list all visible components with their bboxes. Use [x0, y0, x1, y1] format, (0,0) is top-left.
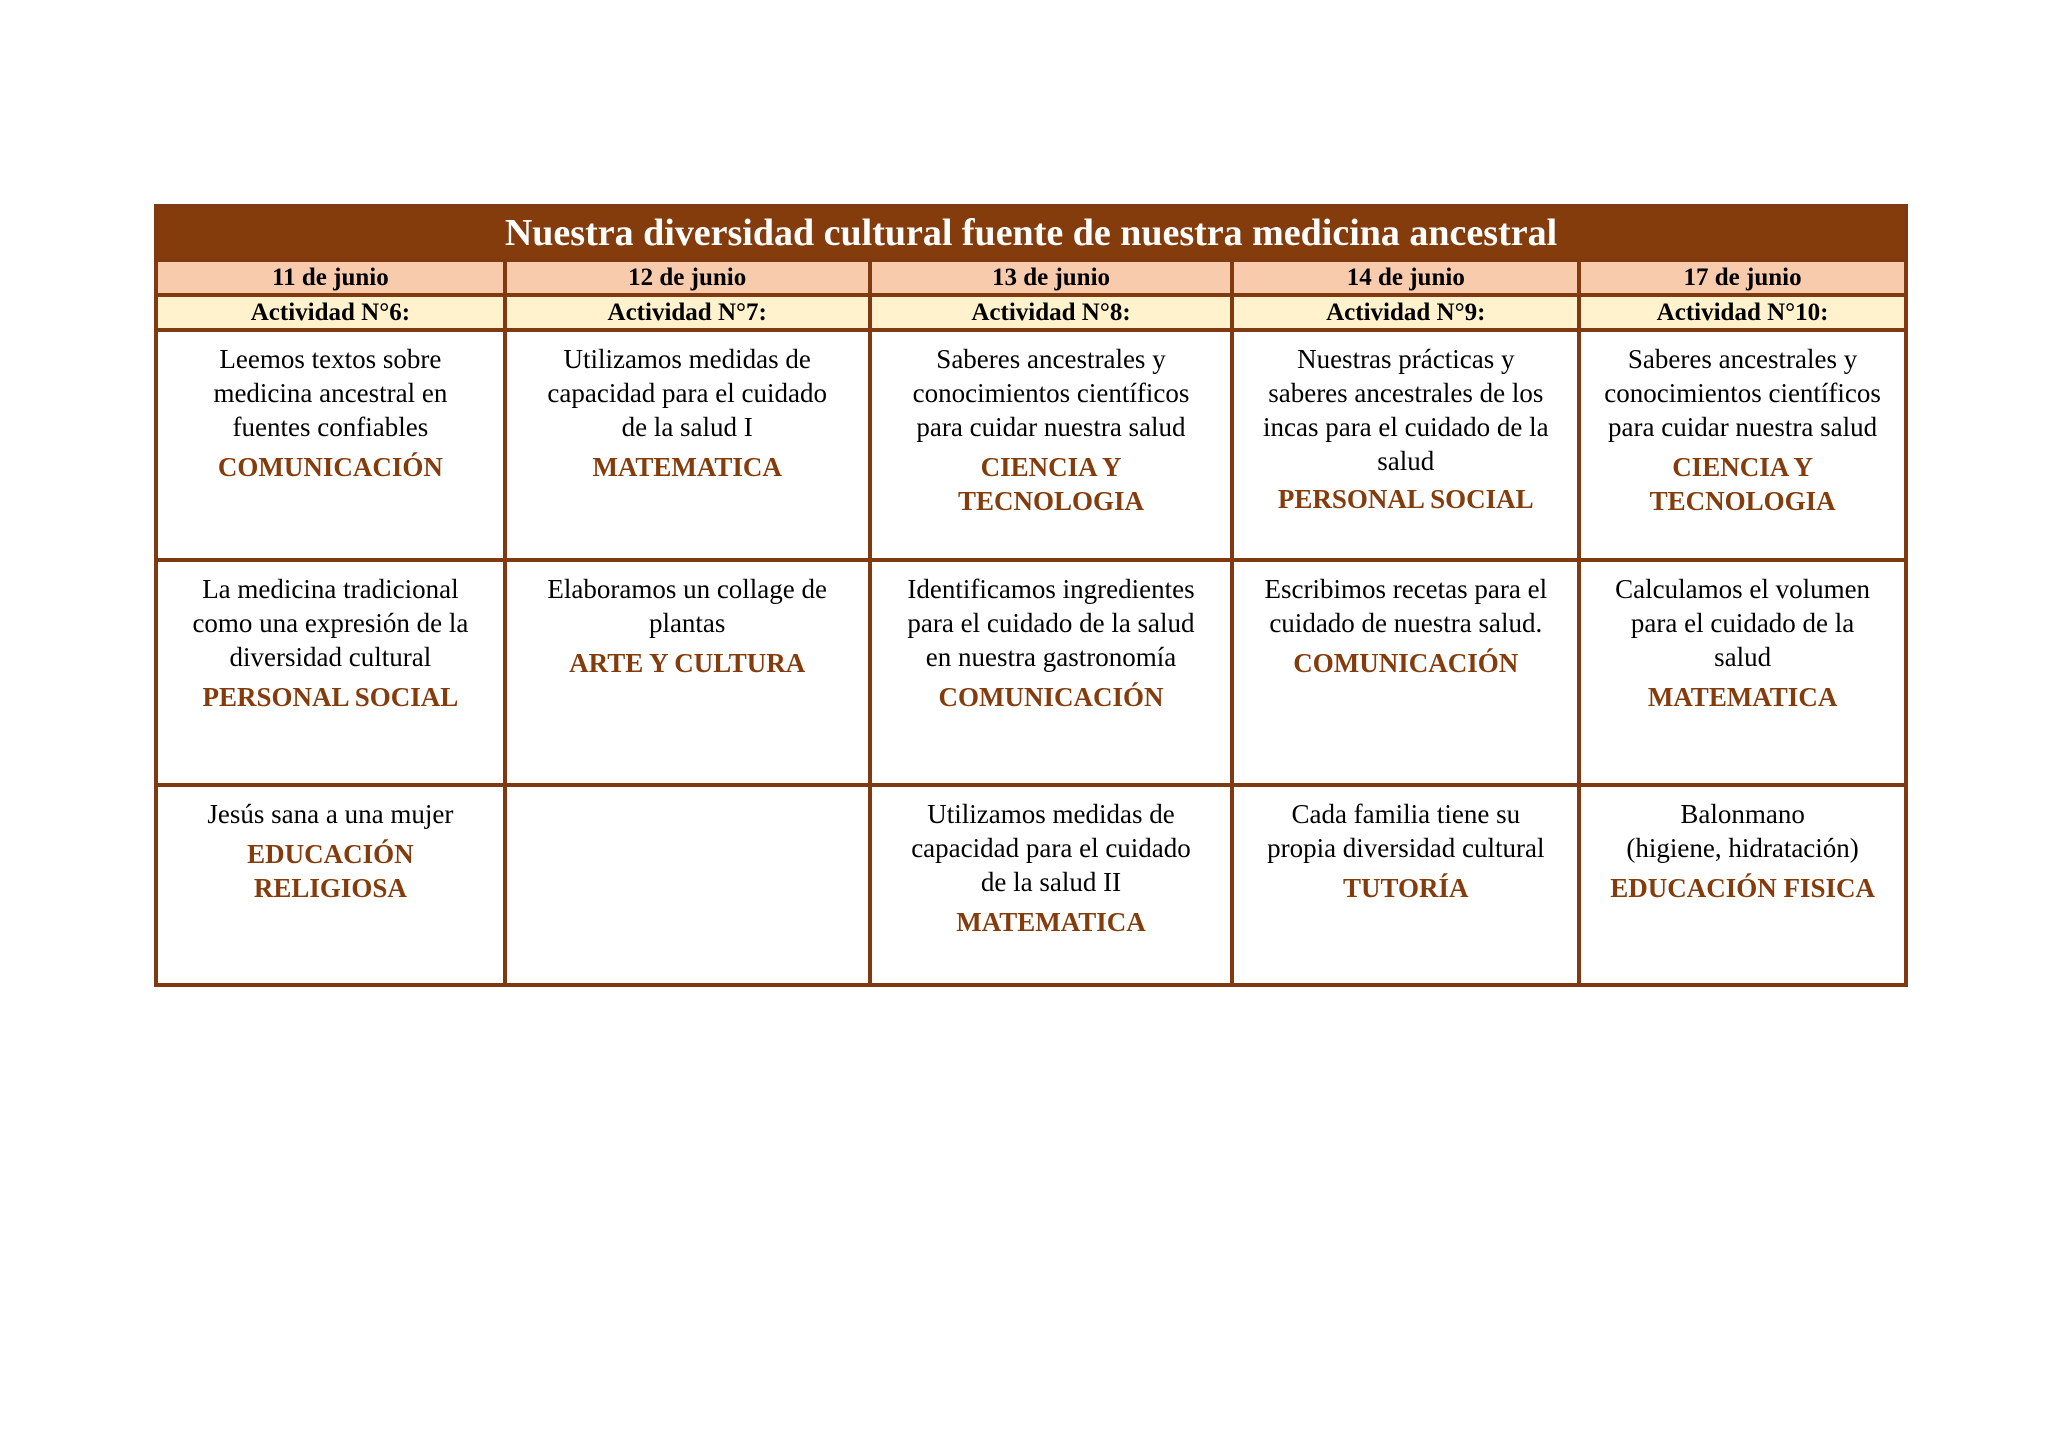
session-subject: MATEMATICA	[956, 907, 1146, 937]
session-description: Utilizamos medidas de capacidad para el cuidado de la salud II	[911, 799, 1191, 897]
session-subject: ARTE Y CULTURA	[569, 648, 806, 678]
session-cell-empty	[505, 785, 870, 985]
session-row	[156, 560, 1906, 785]
activity-cell: Actividad N°9:	[1232, 295, 1579, 330]
session-description: Jesús sana a una mujer	[207, 799, 454, 829]
session-description: Saberes ancestrales y conocimientos científicos para cuidar nuestra salud	[1604, 344, 1881, 442]
session-subject: COMUNICACIÓN	[1293, 648, 1519, 678]
session-cell	[870, 785, 1233, 985]
session-subject: COMUNICACIÓN	[938, 682, 1164, 712]
date-cell: 17 de junio	[1579, 260, 1906, 295]
session-cell	[505, 560, 870, 785]
session-subject	[507, 797, 868, 803]
session-row	[156, 330, 1906, 560]
session-cell	[1579, 330, 1906, 560]
session-cell	[156, 560, 505, 785]
activity-cell: Actividad N°6:	[156, 295, 505, 330]
session-description: Leemos textos sobre medicina ancestral en fuentes confiables	[213, 344, 448, 442]
session-cell	[505, 330, 870, 560]
session-subject: MATEMATICA	[592, 452, 782, 482]
date-cell: 13 de junio	[870, 260, 1233, 295]
activity-cell: Actividad N°10:	[1579, 295, 1906, 330]
activity-cell: Actividad N°7:	[505, 295, 870, 330]
date-row	[156, 260, 1906, 295]
schedule-table	[154, 204, 1908, 987]
session-subject: CIENCIA Y TECNOLOGIA	[957, 452, 1145, 516]
session-cell	[156, 785, 505, 985]
session-cell	[1232, 560, 1579, 785]
session-cell	[1232, 785, 1579, 985]
session-subject: COMUNICACIÓN	[217, 452, 443, 482]
session-description: Identificamos ingredientes para el cuidado de la salud en nuestra gastronomía	[907, 574, 1195, 672]
session-description: Nuestras prácticas y saberes ancestrales de los incas para el cuidado de la salud	[1262, 344, 1549, 476]
session-subject: PERSONAL SOCIAL	[202, 682, 459, 712]
session-description: Utilizamos medidas de capacidad para el cuidado de la salud I	[547, 344, 827, 442]
session-subject: PERSONAL SOCIAL	[1277, 484, 1534, 514]
session-description	[507, 787, 868, 797]
session-subject: EDUCACIÓN FISICA	[1610, 873, 1875, 903]
activity-cell: Actividad N°8:	[870, 295, 1233, 330]
title-row	[156, 206, 1906, 260]
session-subject: TUTORÍA	[1343, 873, 1469, 903]
session-subject: CIENCIA Y TECNOLOGIA	[1649, 452, 1836, 516]
date-cell: 11 de junio	[156, 260, 505, 295]
session-description: Calculamos el volumen para el cuidado de la salud	[1615, 574, 1871, 672]
date-cell: 12 de junio	[505, 260, 870, 295]
session-description: Saberes ancestrales y conocimientos científicos para cuidar nuestra salud	[912, 344, 1190, 442]
session-cell	[870, 560, 1233, 785]
session-description: La medicina tradicional como una expresión de la diversidad cultural	[192, 574, 469, 672]
session-description: Elaboramos un collage de plantas	[547, 574, 828, 638]
session-row	[156, 785, 1906, 985]
session-description: Escribimos recetas para el cuidado de nuestra salud.	[1264, 574, 1548, 638]
session-subject: EDUCACIÓN RELIGIOSA	[247, 839, 414, 903]
session-cell	[1579, 560, 1906, 785]
session-cell	[870, 330, 1233, 560]
session-cell	[1579, 785, 1906, 985]
table-title: Nuestra diversidad cultural fuente de nuestra medicina ancestral	[156, 206, 1906, 260]
session-subject: MATEMATICA	[1647, 682, 1838, 712]
session-description: Balonmano (higiene, hidratación)	[1626, 799, 1859, 863]
session-cell	[156, 330, 505, 560]
session-cell	[1232, 330, 1579, 560]
date-cell: 14 de junio	[1232, 260, 1579, 295]
session-description: Cada familia tiene su propia diversidad cultural	[1267, 799, 1545, 863]
activity-row	[156, 295, 1906, 330]
